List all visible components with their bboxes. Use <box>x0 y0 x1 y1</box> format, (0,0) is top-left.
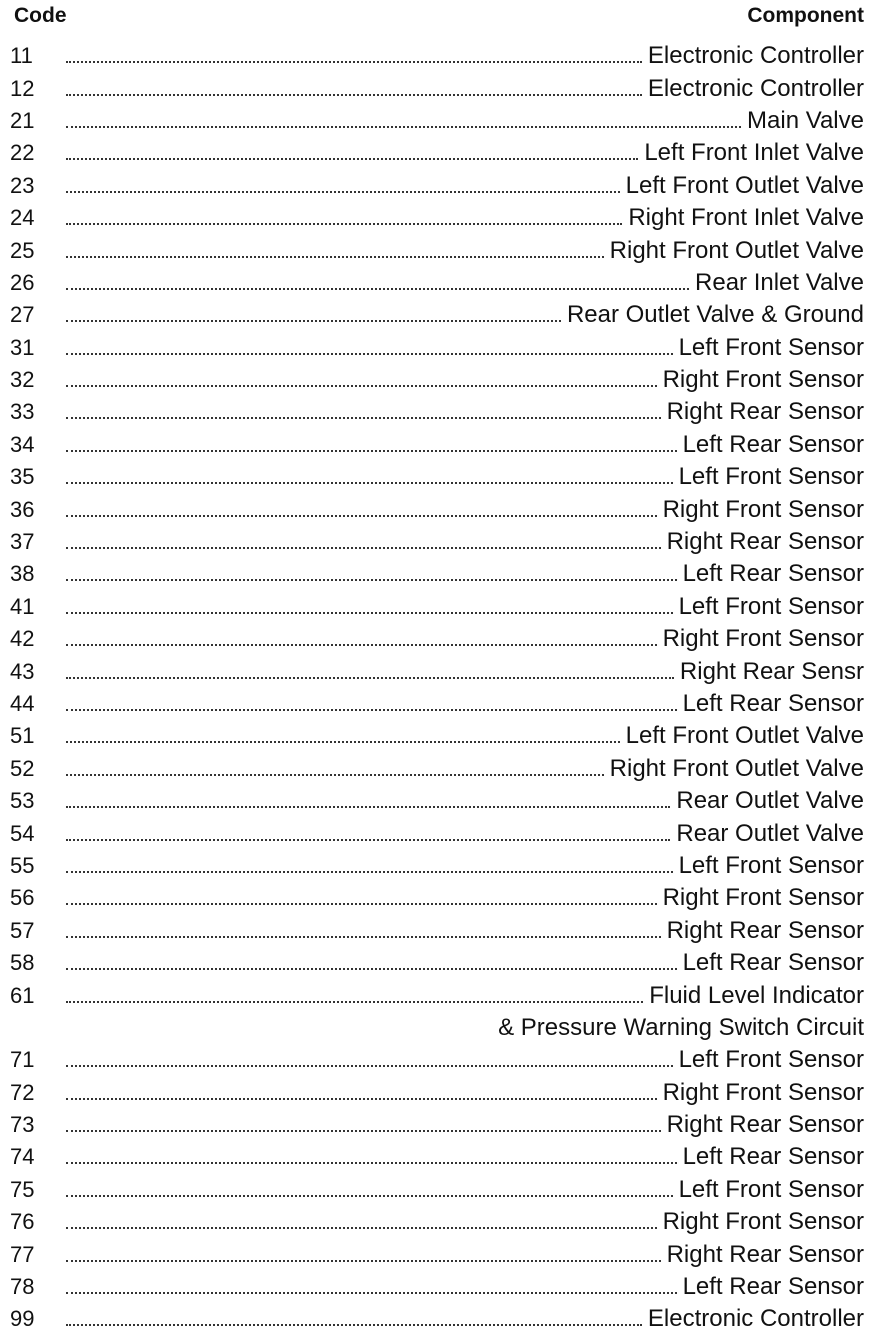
code-cell: 32 <box>10 367 35 393</box>
table-row <box>10 364 864 396</box>
dot-leader <box>62 303 561 327</box>
code-cell: 24 <box>10 205 35 231</box>
dot-leader <box>62 44 642 68</box>
code-cell: 41 <box>10 593 35 619</box>
table-row <box>10 1044 864 1076</box>
code-cell: 21 <box>10 107 35 133</box>
dot-leader <box>62 1048 673 1072</box>
component-cell: Electronic Controller <box>647 74 864 102</box>
code-cell: 77 <box>10 1241 35 1267</box>
dot-leader <box>62 757 604 781</box>
code-cell: 57 <box>10 917 35 943</box>
component-cell: & Pressure Warning Switch Circuit <box>498 1013 864 1041</box>
table-row <box>10 1271 864 1303</box>
table-row-continuation <box>10 1012 864 1044</box>
table-row <box>10 915 864 947</box>
dot-leader <box>62 1275 677 1299</box>
component-cell: Right Front Sensor <box>662 495 864 523</box>
table-row <box>10 817 864 849</box>
table-row <box>10 655 864 687</box>
component-cell: Right Front Outlet Valve <box>609 236 864 264</box>
code-cell: 34 <box>10 431 35 457</box>
table-row <box>10 137 864 169</box>
table-row <box>10 72 864 104</box>
code-list <box>10 40 864 1336</box>
component-cell: Rear Outlet Valve & Ground <box>566 301 864 329</box>
component-cell: Right Rear Sensor <box>666 398 864 426</box>
table-row <box>10 753 864 785</box>
table-row <box>10 40 864 72</box>
table-row <box>10 1109 864 1141</box>
component-cell: Left Rear Sensor <box>682 430 864 458</box>
component-cell: Left Rear Sensor <box>682 1143 864 1171</box>
dot-leader <box>62 692 677 716</box>
table-row <box>10 1141 864 1173</box>
component-cell: Rear Outlet Valve <box>676 787 864 815</box>
dot-leader <box>62 854 673 878</box>
dot-leader <box>62 206 622 230</box>
dot-leader <box>62 951 677 975</box>
code-cell: 33 <box>10 399 35 425</box>
code-cell: 58 <box>10 950 35 976</box>
dot-leader <box>62 919 661 943</box>
component-cell: Right Front Sensor <box>662 884 864 912</box>
table-row <box>10 979 864 1011</box>
component-column-header: Component <box>747 4 864 27</box>
table-row <box>10 688 864 720</box>
component-cell: Left Front Sensor <box>678 1175 864 1203</box>
table-row <box>10 785 864 817</box>
dot-leader <box>62 627 657 651</box>
table-row <box>10 1238 864 1270</box>
code-cell: 56 <box>10 885 35 911</box>
table-row <box>10 947 864 979</box>
table-row <box>10 591 864 623</box>
dot-leader <box>62 368 657 392</box>
code-cell: 31 <box>10 334 35 360</box>
code-cell: 37 <box>10 529 35 555</box>
table-row <box>10 105 864 137</box>
dot-leader <box>62 660 674 684</box>
code-cell: 55 <box>10 852 35 878</box>
dot-leader <box>62 174 620 198</box>
component-cell: Right Front Sensor <box>662 366 864 394</box>
component-cell: Right Front Outlet Valve <box>609 754 864 782</box>
dot-leader <box>62 1178 673 1202</box>
dot-leader <box>62 1145 677 1169</box>
component-cell: Main Valve <box>747 106 864 134</box>
table-row <box>10 299 864 331</box>
component-cell: Left Rear Sensor <box>682 560 864 588</box>
component-cell: Left Front Outlet Valve <box>625 171 864 199</box>
table-row <box>10 493 864 525</box>
code-cell: 99 <box>10 1306 35 1332</box>
code-cell: 51 <box>10 723 35 749</box>
dot-leader <box>62 562 677 586</box>
code-cell: 12 <box>10 75 35 101</box>
dot-leader <box>62 530 661 554</box>
table-row <box>10 1174 864 1206</box>
dot-leader <box>62 465 673 489</box>
code-cell: 74 <box>10 1144 35 1170</box>
component-cell: Left Front Inlet Valve <box>644 139 864 167</box>
dot-leader <box>62 433 677 457</box>
dot-leader <box>62 498 657 522</box>
dot-leader <box>62 1307 642 1331</box>
code-cell: 71 <box>10 1047 35 1073</box>
component-cell: Right Rear Sensor <box>666 1240 864 1268</box>
dot-leader <box>62 822 670 846</box>
component-cell: Right Front Sensor <box>662 625 864 653</box>
component-cell: Right Rear Sensor <box>666 916 864 944</box>
table-row <box>10 332 864 364</box>
component-cell: Rear Inlet Valve <box>695 268 864 296</box>
table-row <box>10 526 864 558</box>
component-cell: Rear Outlet Valve <box>676 819 864 847</box>
code-cell: 25 <box>10 237 35 263</box>
component-cell: Electronic Controller <box>647 1305 864 1333</box>
dot-leader <box>62 789 670 813</box>
code-cell: 42 <box>10 626 35 652</box>
component-cell: Left Front Sensor <box>678 333 864 361</box>
code-cell: 44 <box>10 691 35 716</box>
component-cell: Right Front Inlet Valve <box>628 204 864 232</box>
dot-leader <box>62 239 604 263</box>
code-cell: 22 <box>10 140 35 166</box>
code-cell: 23 <box>10 172 35 198</box>
component-cell: Fluid Level Indicator <box>649 981 864 1009</box>
dot-leader <box>62 1243 661 1267</box>
table-row <box>10 267 864 299</box>
component-cell: Right Rear Sensor <box>666 528 864 556</box>
code-cell: 11 <box>10 43 33 69</box>
dot-leader <box>62 271 689 295</box>
code-cell: 27 <box>10 302 35 328</box>
table-row <box>10 234 864 266</box>
dot-leader <box>62 400 661 424</box>
dot-leader <box>62 1081 657 1105</box>
table-row <box>10 882 864 914</box>
code-cell: 52 <box>10 755 35 781</box>
table-row <box>10 720 864 752</box>
code-cell: 73 <box>10 1112 35 1138</box>
component-cell: Left Rear Sensor <box>682 1273 864 1301</box>
component-cell: Right Rear Sensr <box>679 657 864 685</box>
component-cell: Left Front Sensor <box>678 1046 864 1074</box>
table-row <box>10 1206 864 1238</box>
code-cell: 35 <box>10 464 35 490</box>
dot-leader <box>62 336 673 360</box>
code-cell: 38 <box>10 561 35 587</box>
code-cell: 54 <box>10 820 35 846</box>
code-cell: 53 <box>10 788 35 814</box>
dot-leader <box>62 109 741 133</box>
table-row <box>10 170 864 202</box>
code-cell: 43 <box>10 658 35 684</box>
table-row <box>10 623 864 655</box>
dot-leader <box>62 141 638 165</box>
code-cell: 26 <box>10 269 35 295</box>
dot-leader <box>62 724 620 748</box>
component-cell: Left Front Sensor <box>678 851 864 879</box>
code-cell: 78 <box>10 1274 35 1300</box>
component-cell: Electronic Controller <box>647 42 864 70</box>
table-row <box>10 850 864 882</box>
dot-leader <box>62 886 657 910</box>
code-cell: 61 <box>10 982 35 1008</box>
table-row <box>10 429 864 461</box>
code-cell: 72 <box>10 1079 35 1105</box>
code-column-header: Code <box>14 4 67 27</box>
table-row <box>10 1303 864 1335</box>
component-cell: Left Rear Sensor <box>682 690 864 717</box>
code-cell: 36 <box>10 496 35 522</box>
table-row <box>10 396 864 428</box>
component-cell: Right Front Sensor <box>662 1208 864 1236</box>
table-row <box>10 1077 864 1109</box>
dot-leader <box>62 77 642 101</box>
dot-leader <box>62 1210 657 1234</box>
table-row <box>10 461 864 493</box>
table-row <box>10 202 864 234</box>
component-cell: Left Front Sensor <box>678 592 864 620</box>
component-cell: Left Rear Sensor <box>682 949 864 977</box>
table-row <box>10 558 864 590</box>
code-cell: 75 <box>10 1176 35 1202</box>
component-cell: Right Rear Sensor <box>666 1111 864 1139</box>
component-cell: Left Front Outlet Valve <box>625 722 864 750</box>
dot-leader <box>62 595 673 619</box>
dot-leader <box>62 984 643 1008</box>
component-cell: Right Front Sensor <box>662 1078 864 1106</box>
component-cell: Left Front Sensor <box>678 463 864 491</box>
code-cell: 76 <box>10 1209 35 1235</box>
dot-leader <box>62 1113 661 1137</box>
table-header <box>14 2 864 30</box>
